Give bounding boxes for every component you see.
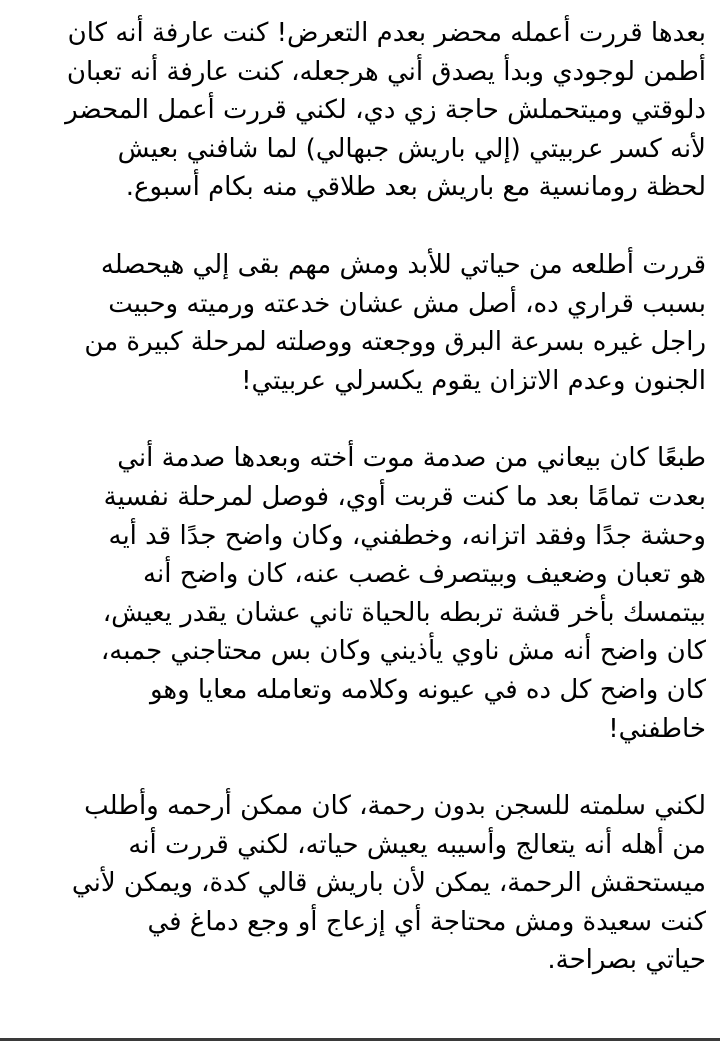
text-line: بعدها قررت أعمله محضر بعدم التعرض! كنت عارفة أنه كان [67, 18, 706, 48]
bottom-divider [0, 1038, 720, 1041]
text-line: كان واضح كل ده في عيونه وكلامه وتعامله معايا وهو [149, 674, 706, 705]
text-line: كان واضح أنه مش ناوي يأذيني وكان بس محتاجني جمبه، [100, 636, 706, 667]
text-line: أطمن لوجودي وبدأ يصدق أني هرجعله، كنت عارفة أنه تعبان [66, 56, 706, 87]
paragraph-3 [14, 439, 706, 748]
text-line: حياتي بصراحة. [547, 945, 706, 976]
text-line: لكني سلمته للسجن بدون رحمة، كان ممكن أرحمه وأطلب [84, 791, 706, 822]
text-line: خاطفني! [608, 713, 706, 744]
text-line: طبعًا كان بيعاني من صدمة موت أخته وبعدها صدمة أني [117, 443, 706, 474]
text-line: من أهله أنه يتعالج وأسيبه يعيش حياته، لكني قررت أنه [128, 829, 706, 860]
text-line: بعدت تمامًا بعد ما كنت قربت أوي، فوصل لمرحلة نفسية [103, 481, 706, 512]
text-line: بسبب قراري ده، أصل مش عشان خدعته ورميته وحبيت [108, 288, 706, 319]
paragraph-4 [14, 787, 706, 980]
text-line: لحظة رومانسية مع باريش بعد طلاقي منه بكام أسبوع. [125, 172, 706, 203]
text-line: الجنون وعدم الاتزان يقوم يكسرلي عربيتي! [241, 365, 706, 396]
text-line: راجل غيره بسرعة البرق ووجعته ووصلته لمرحلة كبيرة من [84, 327, 706, 358]
paragraph-1 [14, 14, 706, 207]
text-line: ميستحقش الرحمة، يمكن لأن باريش قالي كدة، ويمكن لأني [71, 868, 706, 899]
text-line: بيتمسك بأخر قشة تربطه بالحياة تاني عشان يقدر يعيش، [102, 597, 706, 628]
text-line: لأنه كسر عربيتي (إلي باريش جبهالي) لما شافني بعيش [117, 133, 706, 164]
text-line: قررت أطلعه من حياتي للأبد ومش مهم بقى إلي هيحصله [100, 249, 706, 280]
paragraph-2 [14, 246, 706, 400]
text-line: وحشة جدًا وفقد اتزانه، وخطفني، وكان واضح جدًا قد أيه [108, 520, 706, 551]
text-line: هو تعبان وضعيف وبيتصرف غصب عنه، كان واضح أنه [143, 559, 706, 590]
text-line: كنت سعيدة ومش محتاجة أي إزعاج أو وجع دماغ في [147, 906, 706, 937]
text-line: دلوقتي وميتحملش حاجة زي دي، لكني قررت أعمل المحضر [65, 95, 706, 126]
